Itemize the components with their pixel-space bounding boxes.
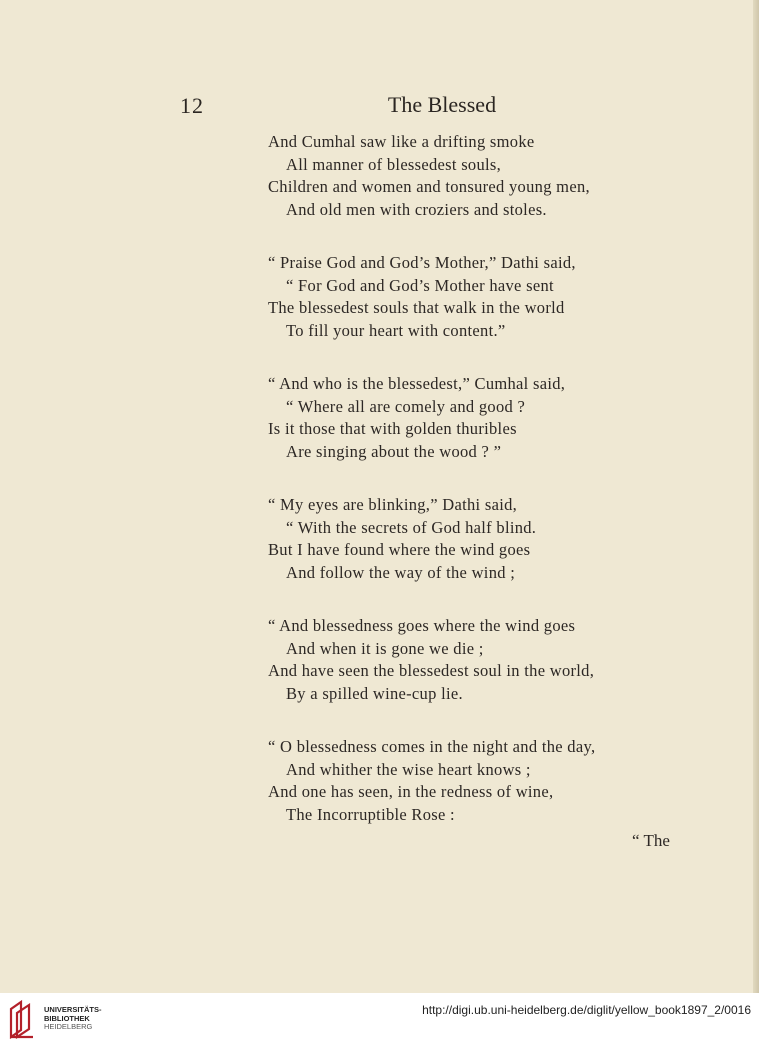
- poem-line: “ My eyes are blinking,” Dathi said,: [268, 495, 518, 514]
- poem-line: Is it those that with golden thuribles: [268, 419, 517, 438]
- poem-line: All manner of blessedest souls,: [286, 154, 502, 174]
- stanza: [268, 615, 595, 705]
- library-logo-icon: [8, 999, 36, 1039]
- poem-line: And follow the way of the wind ;: [286, 562, 516, 582]
- poem-line: And when it is gone we die ;: [286, 638, 484, 658]
- poem-line: But I have found where the wind goes: [268, 540, 531, 559]
- poem-line: “ Where all are comely and good ?: [286, 396, 526, 416]
- stanza: [268, 252, 595, 342]
- poem-line: To fill your heart with content.”: [286, 320, 506, 340]
- stanza: [268, 373, 595, 463]
- poem-line: And whither the wise heart knows ;: [286, 759, 531, 779]
- stanza: [268, 494, 595, 584]
- page-edge: [753, 0, 759, 993]
- page-number: 12: [180, 93, 204, 118]
- poem-line: “ And blessedness goes where the wind goes: [268, 616, 576, 635]
- poem-line: And one has seen, in the redness of wine,: [268, 782, 554, 801]
- library-name-line: BIBLIOTHEK: [44, 1013, 90, 1023]
- poem-line: Children and women and tonsured young men,: [268, 177, 590, 196]
- poem-line: “ With the secrets of God half blind.: [286, 517, 537, 537]
- source-url-link[interactable]: http://digi.ub.uni-heidelberg.de/diglit/yellow_book1897_2/0016: [422, 1003, 751, 1017]
- stanza: [268, 736, 595, 826]
- poem-line: And have seen the blessedest soul in the world,: [268, 661, 595, 680]
- poem-line: “ And who is the blessedest,” Cumhal said,: [268, 374, 566, 393]
- poem-line: The Incorruptible Rose :: [286, 804, 455, 824]
- poem-line: “ O blessedness comes in the night and the day,: [268, 737, 596, 756]
- poem-line: And Cumhal saw like a drifting smoke: [268, 132, 535, 151]
- poem: [268, 131, 595, 826]
- poem-line: By a spilled wine-cup lie.: [286, 683, 463, 703]
- library-name-line: HEIDELBERG: [44, 1022, 93, 1031]
- library-name: [44, 1006, 102, 1032]
- stanza: [268, 131, 595, 221]
- footer-bar: [0, 993, 759, 1046]
- poem-line: The blessedest souls that walk in the world: [268, 298, 565, 317]
- poem-line: Are singing about the wood ? ”: [286, 441, 502, 461]
- catchword: “ The: [632, 831, 670, 850]
- poem-line: “ For God and God’s Mother have sent: [286, 275, 554, 295]
- library-name-line: UNIVERSITÄTS-: [44, 1005, 102, 1014]
- poem-line: And old men with croziers and stoles.: [286, 199, 547, 219]
- poem-line: “ Praise God and God’s Mother,” Dathi said,: [268, 253, 576, 272]
- running-title: The Blessed: [387, 92, 497, 117]
